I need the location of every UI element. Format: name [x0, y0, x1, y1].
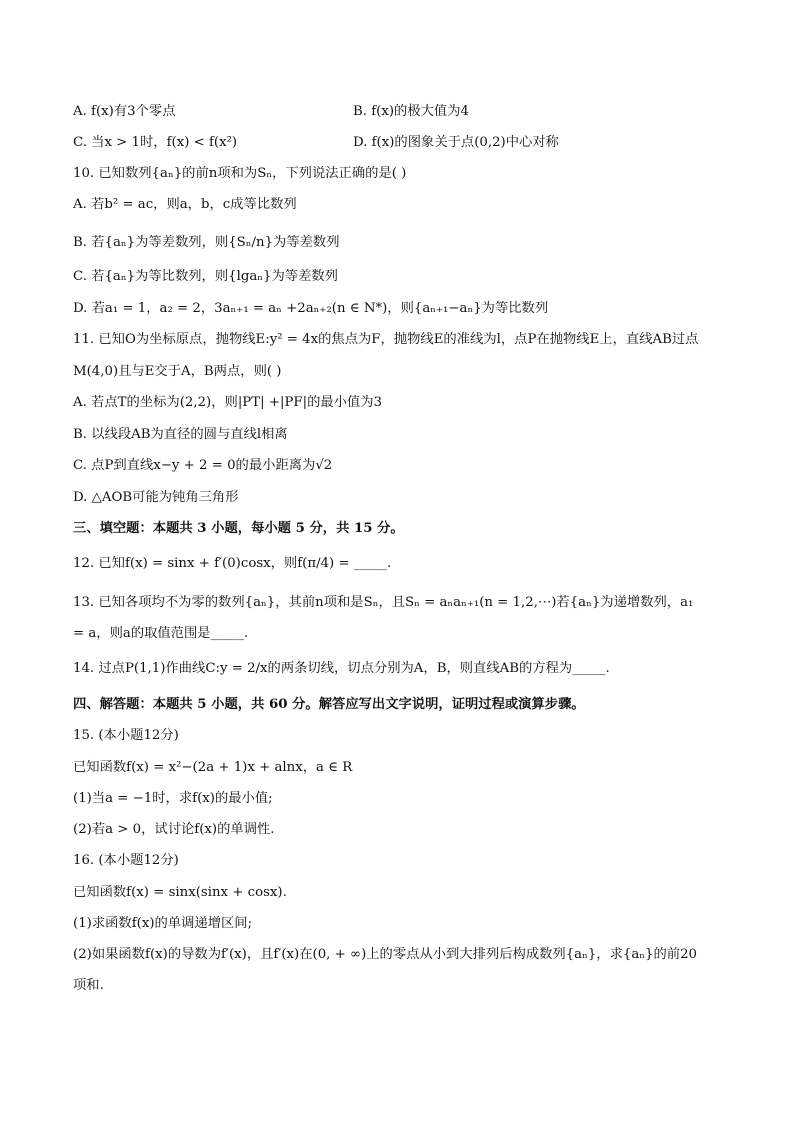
q9-option-d: D. f(x)的图象关于点(0,2)中心对称	[353, 135, 559, 150]
q16-part2-line2: 项和.	[73, 978, 104, 993]
q10-option-d: D. 若a₁ = 1，a₂ = 2，3aₙ₊₁ = aₙ +2aₙ₊₂(n ∈ N*)，则{aₙ₊₁−aₙ}为等比数列	[73, 301, 549, 316]
q11-stem-line1: 11. 已知O为坐标原点，抛物线E:y² = 4x的焦点为F，抛物线E的准线为l，点P在抛物线E上，直线AB过点	[73, 332, 699, 347]
q16-part2-line1: (2)如果函数f(x)的导数为f′(x)，且f′(x)在(0, + ∞)上的零点从小到大排列后构成数列{aₙ}，求{aₙ}的前20	[73, 947, 698, 962]
section-fill-in-heading: 三、填空题：本题共 3 小题，每小题 5 分，共 15 分。	[73, 521, 404, 536]
q11-option-b: B. 以线段AB为直径的圆与直线l相离	[73, 427, 288, 442]
q11-option-a: A. 若点T的坐标为(2,2)，则|PT| +|PF|的最小值为3	[73, 395, 383, 410]
q11-stem-line2: M(4,0)且与E交于A，B两点，则( )	[73, 364, 282, 379]
q16-header: 16. (本小题12分)	[73, 853, 179, 868]
q15-part1: (1)当a = −1时，求f(x)的最小值;	[73, 791, 273, 806]
q10-option-a: A. 若b² = ac，则a，b，c成等比数列	[73, 197, 297, 212]
q14: 14. 过点P(1,1)作曲线C:y = 2/x的两条切线，切点分别为A，B，则直线AB的方程为_____.	[73, 661, 610, 676]
q15-part2: (2)若a > 0，试讨论f(x)的单调性.	[73, 822, 275, 837]
q9-option-a: A. f(x)有3个零点	[73, 104, 176, 119]
q10-option-c: C. 若{aₙ}为等比数列，则{lgaₙ}为等差数列	[73, 269, 338, 284]
q11-option-c: C. 点P到直线x−y + 2 = 0的最小距离为√2	[73, 458, 333, 473]
q15-header: 15. (本小题12分)	[73, 728, 179, 743]
q9-option-c: C. 当x > 1时，f(x) < f(x²)	[73, 135, 238, 150]
q12: 12. 已知f(x) = sinx + f′(0)cosx，则f(π/4) = _____.	[73, 556, 392, 571]
q13-line2: = a，则a的取值范围是_____.	[73, 626, 249, 641]
q16-part1: (1)求函数f(x)的单调递增区间;	[73, 916, 253, 931]
q9-option-b: B. f(x)的极大值为4	[353, 104, 469, 119]
q16-given: 已知函数f(x) = sinx(sinx + cosx).	[73, 885, 287, 900]
q11-option-d: D. △AOB可能为钝角三角形	[73, 490, 239, 505]
q10-stem: 10. 已知数列{aₙ}的前n项和为Sₙ，下列说法正确的是( )	[73, 166, 407, 181]
q13-line1: 13. 已知各项均不为零的数列{aₙ}，其前n项和是Sₙ，且Sₙ = aₙaₙ₊₁(n = 1,2,⋯)若{aₙ}为递增数列，a₁	[73, 595, 694, 610]
q10-option-b: B. 若{aₙ}为等差数列，则{Sₙ/n}为等差数列	[73, 235, 340, 250]
section-answer-heading: 四、解答题：本题共 5 小题，共 60 分。解答应写出文字说明，证明过程或演算步骤。	[73, 697, 585, 712]
q15-given: 已知函数f(x) = x²−(2a + 1)x + alnx，a ∈ R	[73, 760, 353, 775]
